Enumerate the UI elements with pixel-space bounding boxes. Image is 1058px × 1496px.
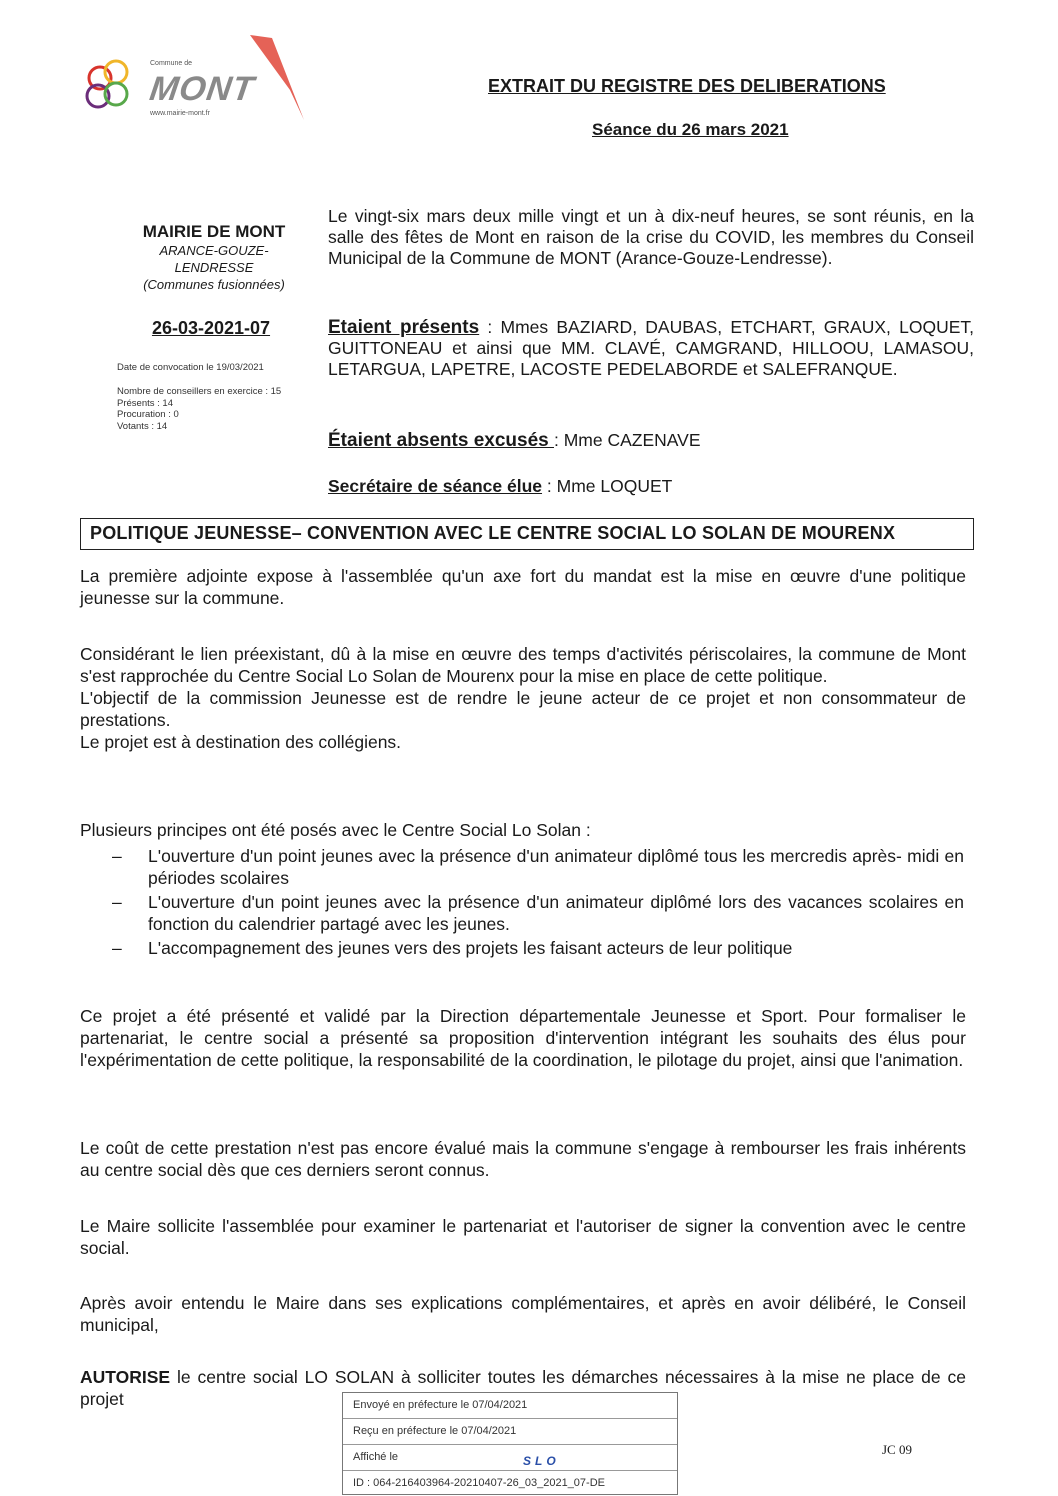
bullet-dash: – xyxy=(112,846,122,866)
document-title: EXTRAIT DU REGISTRE DES DELIBERATIONS xyxy=(488,76,886,96)
seance-date: Séance du 26 mars 2021 xyxy=(592,120,789,139)
stamp-id: ID : 064-216403964-20210407-26_03_2021_07-DE xyxy=(353,1477,605,1489)
stamp-envoye: Envoyé en préfecture le 07/04/2021 xyxy=(343,1393,677,1419)
paragraph-1: La première adjointe expose à l'assemblée qu'un axe fort du mandat est la mise en œuvre d'une politique jeunesse sur la commune. xyxy=(80,566,966,608)
mairie-block xyxy=(100,222,328,293)
list-item-text: L'accompagnement des jeunes vers des projets les faisant acteurs de leur politique xyxy=(148,938,793,958)
principles-list xyxy=(112,845,964,961)
bullet-dash: – xyxy=(112,938,122,958)
logo-small-text: Commune de xyxy=(150,60,193,67)
stat-presents: Présents : 14 xyxy=(117,397,173,409)
section-title: POLITIQUE JEUNESSE– CONVENTION AVEC LE CENTRE SOCIAL LO SOLAN DE MOURENX xyxy=(90,523,896,543)
list-item-text: L'ouverture d'un point jeunes avec la présence d'un animateur diplômé tous les mercredis après- midi en périodes scolaires xyxy=(148,846,964,888)
intro-paragraph: Le vingt-six mars deux mille vingt et un à dix-neuf heures, se sont réunis, en la salle des fêtes de Mont en raison de la crise du COVID, les membres du Conseil Municipal de la Commune de MONT (Arance-Gouze-Lendresse). xyxy=(328,206,974,268)
council-stats xyxy=(117,386,281,432)
secretaire-text: : Mme LOQUET xyxy=(542,476,673,496)
mairie-sub-1: ARANCE-GOUZE- xyxy=(159,243,269,258)
footer-code: JC 09 xyxy=(882,1442,912,1457)
list-item xyxy=(112,937,964,959)
paragraph-3: Plusieurs principes ont été posés avec le Centre Social Lo Solan : xyxy=(80,820,591,840)
mairie-sub-2: LENDRESSE xyxy=(174,260,254,275)
mairie-name: MAIRIE DE MONT xyxy=(142,222,286,241)
list-item-text: L'ouverture d'un point jeunes avec la présence d'un animateur diplômé lors des vacances scolaires en fonction du calendrier partagé avec les jeunes. xyxy=(148,892,964,934)
logo-name: MONT xyxy=(147,70,257,108)
prefecture-stamp xyxy=(342,1392,678,1495)
presents-label: Etaient présents xyxy=(328,317,480,338)
secretaire-line xyxy=(328,476,672,497)
paragraph-2b: L'objectif de la commission Jeunesse est de rendre le jeune acteur de ce projet et non consommateur de prestations. xyxy=(80,688,966,730)
absents-text: : Mme CAZENAVE xyxy=(554,430,701,450)
secretaire-label: Secrétaire de séance élue xyxy=(328,476,543,496)
stamp-affiche: Affiché le xyxy=(353,1451,399,1463)
paragraph-7: Après avoir entendu le Maire dans ses explications complémentaires, et après en avoir délibéré, le Conseil municipal, xyxy=(80,1293,966,1335)
paragraph-2a: Considérant le lien préexistant, dû à la mise en œuvre des temps d'activités périscolaires, la commune de Mont s'est rapprochée du Centre Social Lo Solan de Mourenx pour la mise en place de cette politique. xyxy=(80,644,966,686)
list-item xyxy=(112,891,964,935)
slo-signature: SLO xyxy=(523,1454,560,1468)
paragraph-2c: Le projet est à destination des collégiens. xyxy=(80,732,402,752)
list-item xyxy=(112,845,964,889)
absents-line xyxy=(328,430,701,452)
absents-label: Étaient absents excusés xyxy=(328,430,554,451)
presents-paragraph xyxy=(328,317,974,380)
autorise-keyword: AUTORISE xyxy=(80,1367,171,1387)
paragraph-2 xyxy=(80,643,966,753)
deliberation-number: 26-03-2021-07 xyxy=(151,318,271,338)
logo-url: www.mairie-mont.fr xyxy=(150,110,210,117)
stamp-recu: Reçu en préfecture le 07/04/2021 xyxy=(343,1419,677,1445)
paragraph-5: Le coût de cette prestation n'est pas encore évalué mais la commune s'engage à rembourser les frais inhérents au centre social dès que ces derniers seront connus. xyxy=(80,1138,966,1180)
paragraph-4: Ce projet a été présenté et validé par la Direction départementale Jeunesse et Sport. Pour formaliser le partenariat, le centre social a présenté sa proposition d'intervention intégrant les souhaits des élus pour l'expérimentation de cette politique, la responsabilité de la coordination, le pilotage du projet, ainsi que l'animation. xyxy=(80,1006,966,1070)
convocation-date: Date de convocation le 19/03/2021 xyxy=(117,362,264,373)
stamp-affiche-row xyxy=(343,1445,677,1471)
stat-votants: Votants : 14 xyxy=(117,420,168,432)
bullet-dash: – xyxy=(112,892,122,912)
paragraph-6: Le Maire sollicite l'assemblée pour examiner le partenariat et l'autoriser de signer la convention avec le centre social. xyxy=(80,1216,966,1258)
stat-conseillers: Nombre de conseillers en exercice : 15 xyxy=(117,386,282,397)
stat-procuration: Procuration : 0 xyxy=(117,409,179,420)
mairie-sub-3: (Communes fusionnées) xyxy=(143,277,285,292)
autorise-text: le centre social LO SOLAN à solliciter toutes les démarches nécessaires à la mise ne place de ce projet xyxy=(80,1367,966,1409)
presents-text: : Mmes BAZIARD, DAUBAS, ETCHART, GRAUX, LOQUET, GUITTONEAU et ainsi que MM. CLAVÉ, CAMGRAND, HILLOOU, LAMASOU, LETARGUA, LAPETRE, LACOSTE PEDELABORDE et SALEFRANQUE. xyxy=(328,317,974,379)
